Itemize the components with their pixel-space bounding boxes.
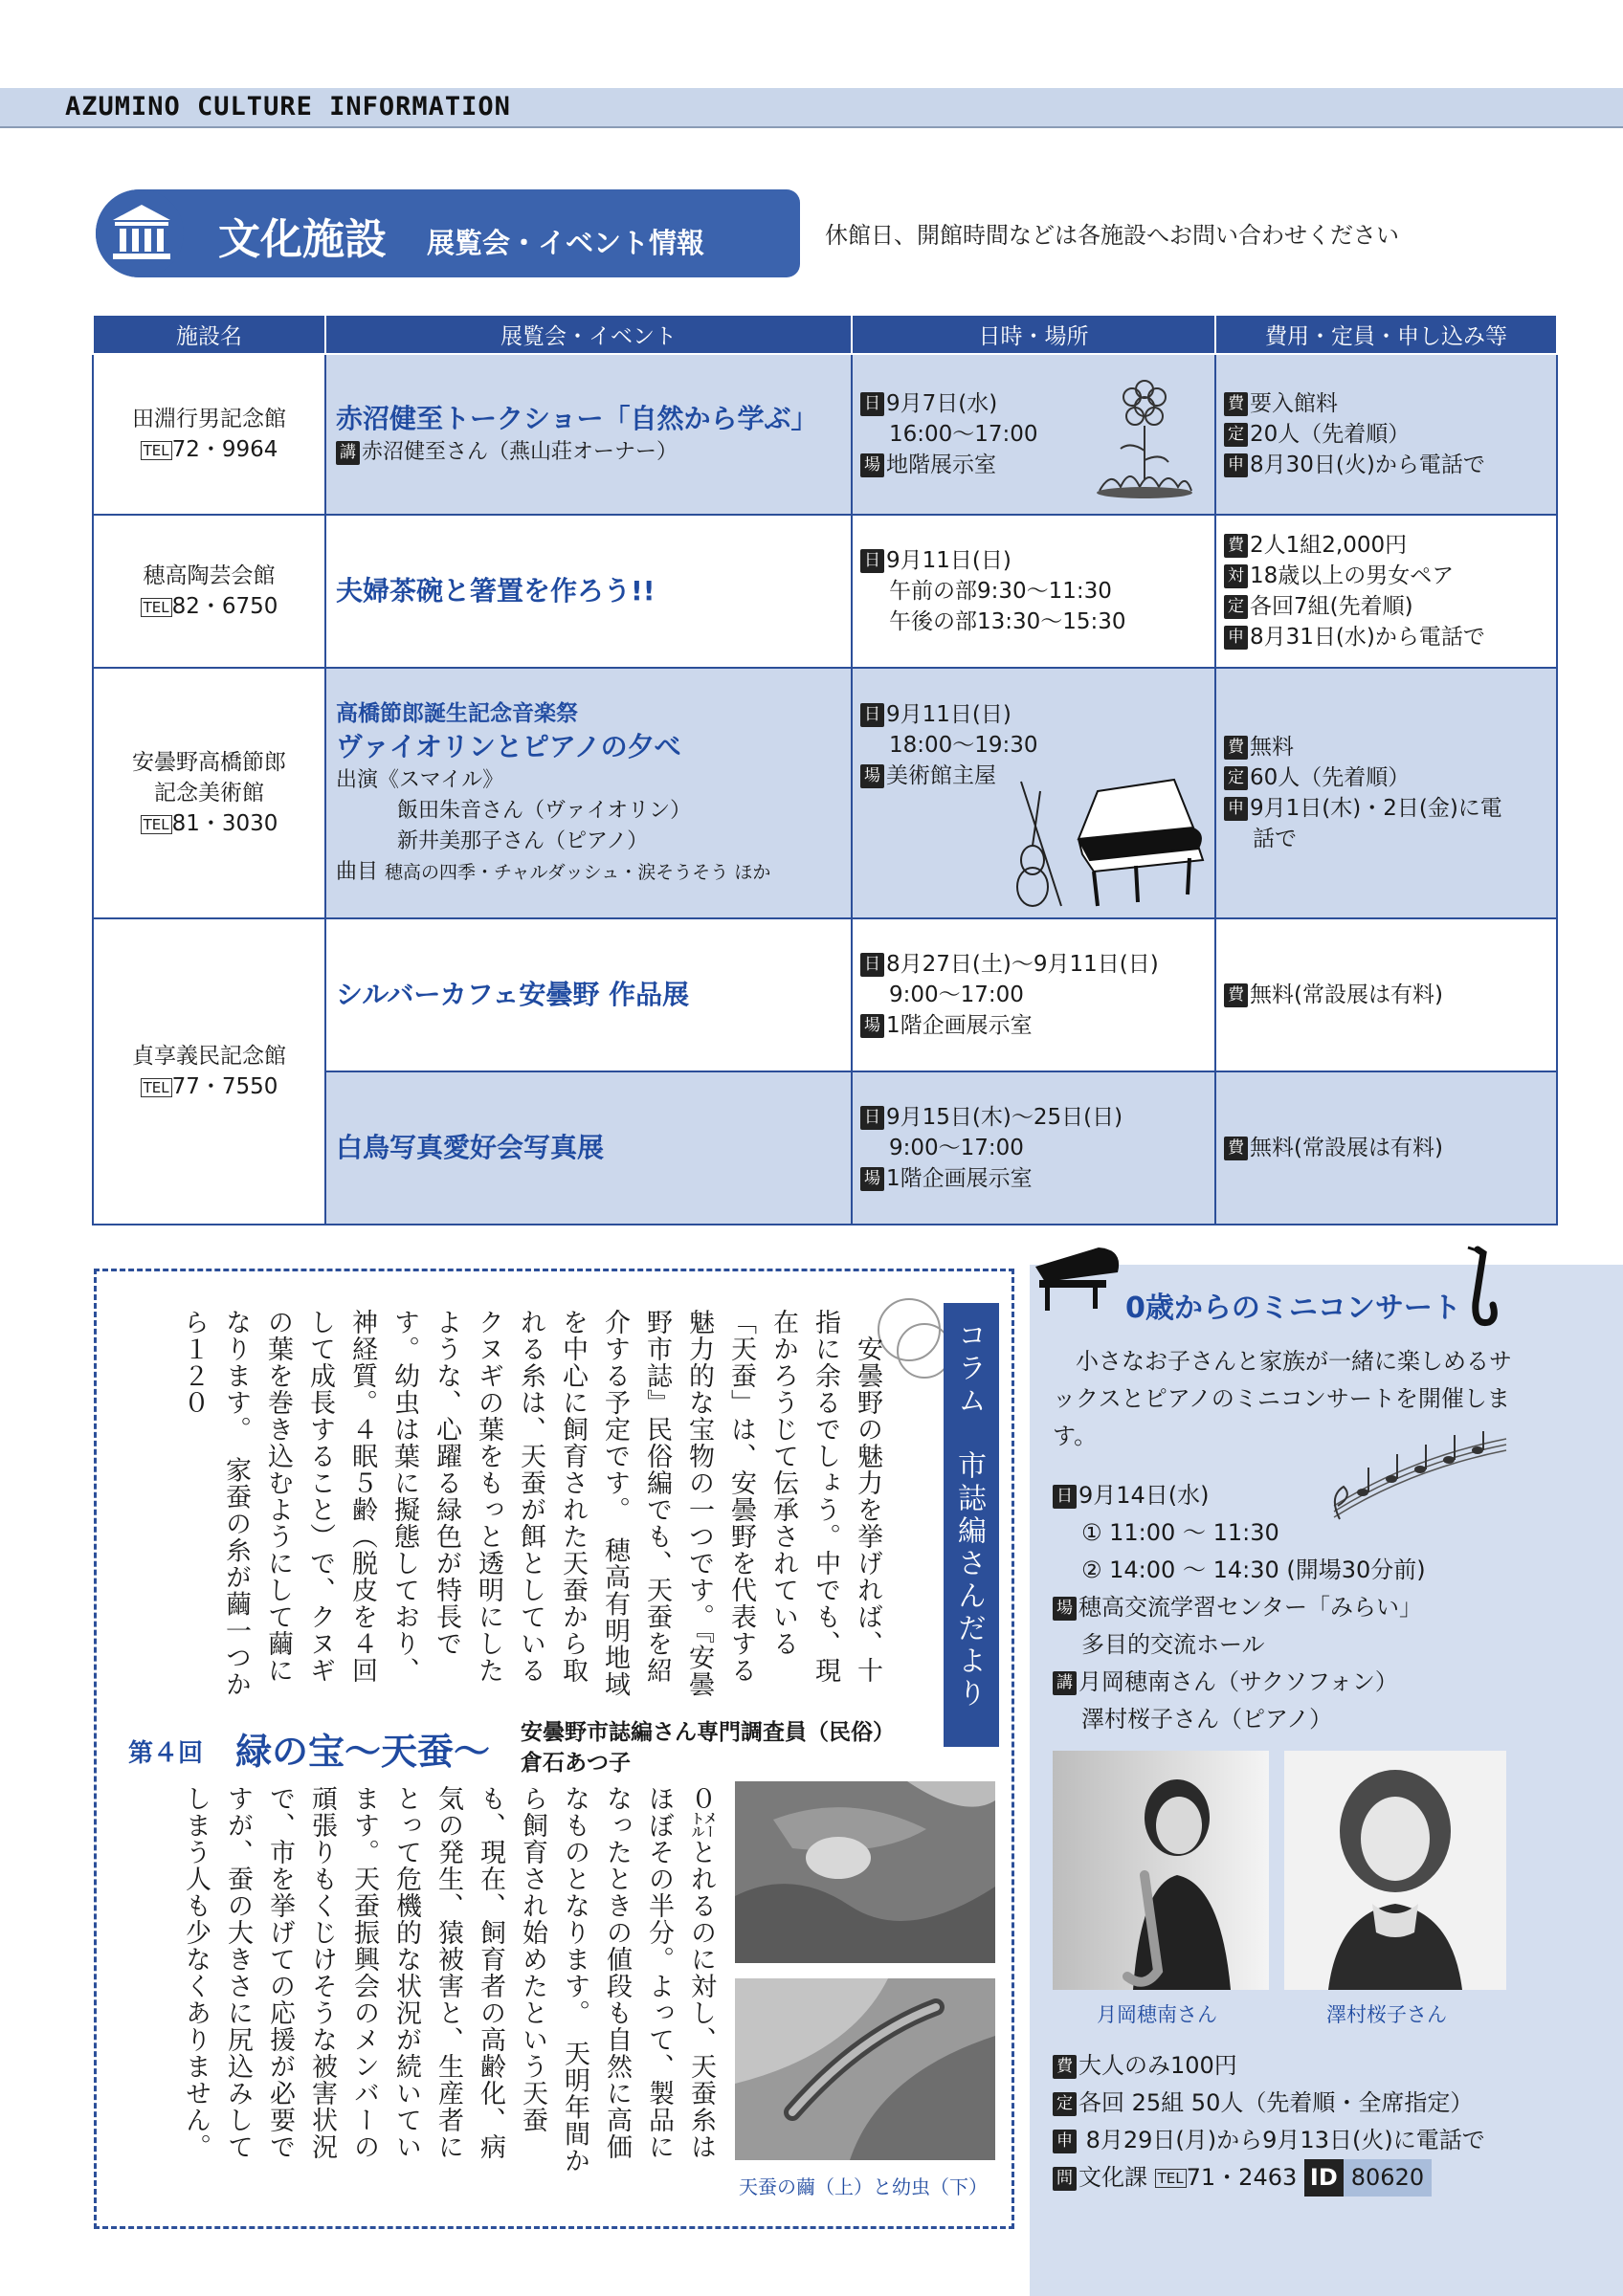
date-marker: 日 [860,392,884,416]
concert-apply: 8月29日(月)から9月13日(火)に電話で [1078,2127,1485,2153]
place-marker: 場 [860,1014,884,1038]
concert-place: 穂高交流学習センター「みらい」 [1078,1594,1423,1621]
event-apply: 9月1日(木)・2日(金)に電 [1250,796,1502,821]
event-time: 9:00～17:00 [889,982,1024,1007]
facility-phone: 81・3030 [171,811,278,836]
concert-place-line2: 多目的交流ホール [1081,1631,1265,1658]
event-date: 9月11日(日) [886,702,1012,727]
event-time: 16:00～17:00 [889,422,1038,447]
performer-photo-saxophone [1053,1751,1269,1990]
date-marker: 日 [1053,1485,1077,1509]
event-fee: 無料 [1250,735,1294,760]
capacity-marker: 定 [1224,766,1248,790]
id-label: ID [1304,2159,1344,2197]
section-note: 休館日、開館時間などは各施設へお問い合わせください [825,222,1399,249]
performers-label: 出演 [336,768,379,792]
lecturer-marker: 講 [336,441,360,465]
songs-label: 曲目 [336,860,379,884]
date-cell [852,1071,1215,1225]
event-place: 美術館主屋 [886,763,996,788]
event-title: ヴァイオリンとピアノの夕べ [336,731,681,762]
event-fee: 無料(常設展は有料) [1250,982,1443,1007]
target-marker: 対 [1224,564,1248,588]
column-episode-number: 第４回 [128,1739,204,1768]
event-capacity: 60人（先着順） [1250,765,1411,790]
place-marker: 場 [1053,1597,1077,1621]
column-lower-text: ０㍍とれるのに対し、天蚕糸はほぼその半分。よって、製品になったときの値段も自然に高価なものとなります。 天明年間から飼育され始めたという天蚕も、現在、飼育者の高齢化、病気の発生、猿被害と、生産者にとって危機的な状況が続いています。天蚕振興会のメンバーの頑張りもくじけそうな被害状況で、市を挙げての応援が必要ですが、蚕の大きさに尻込みしてしまう人も少なくありません。 [181,1785,716,2175]
concert-fees [1053,2047,1485,2197]
event-time: 18:00～19:30 [889,733,1038,758]
column-author-name: 倉石あつ子 [521,1751,631,1776]
event-target: 18歳以上の男女ペア [1250,563,1455,588]
fee-cell [1215,354,1557,515]
fee-marker: 費 [1224,1137,1248,1160]
table-row [93,918,1557,1071]
event-cell [325,668,852,918]
event-lecturer: 赤沼健至さん（燕山荘オーナー） [362,440,678,464]
concert-description: 小さなお子さんと家族が一緒に楽しめるサックスとピアノのミニコンサートを開催します。 [1053,1348,1512,1449]
events-table [92,316,1558,1225]
event-time: 9:00～17:00 [889,1136,1024,1160]
table-row [93,515,1557,668]
event-title: 白鳥写真愛好会写真展 [336,1132,605,1163]
facility-phone: 72・9964 [171,437,278,462]
grand-piano-icon [1032,1238,1125,1313]
inquiry-marker: 問 [1053,2167,1077,2191]
facility-cell [93,668,325,918]
facility-cell [93,918,325,1225]
date-marker: 日 [860,549,884,573]
concert-inquiry: 文化課 [1078,2164,1147,2191]
facility-name: 貞享義民記念館 [132,1044,286,1069]
capacity-marker: 定 [1053,2092,1077,2116]
performer-caption-2: 澤村桜子さん [1326,2003,1447,2026]
date-marker: 日 [860,1106,884,1130]
fee-marker: 費 [1224,983,1248,1007]
event-date: 9月7日(水) [886,391,998,416]
event-cell [325,1071,852,1225]
fee-cell [1215,515,1557,668]
column-author-role: 安曇野市誌編さん専門調査員（民俗） [521,1720,895,1745]
event-title: 赤沼健至トークショー「自然から学ぶ」 [336,403,818,434]
header-facility: 施設名 [93,316,325,354]
event-cell [325,918,852,1071]
event-date: 9月11日(日) [886,548,1012,573]
event-place: 1階企画展示室 [886,1166,1033,1191]
facility-cell [93,354,325,515]
header-event: 展覧会・イベント [325,316,852,354]
photo-caption: 天蚕の繭（上）と幼虫（下） [739,2175,988,2198]
fee-cell [1215,1071,1557,1225]
event-cell [325,515,852,668]
column-upper-text: 安曇野の魅力を挙げれば、十指に余るでしょう。中でも、現在かろうじて伝承されている「天蚕」は、安曇野を代表する魅力的な宝物の一つです。『安曇野市誌』民俗編でも、天蚕を紹介する予定です。 穂高有明地域を中心に飼育された天蚕から取れる糸は、天蚕が餌としているクヌギの葉をもっと透明にしたような、心躍る緑色が特長です。幼虫は葉に擬態しており、神経質。４眠５齢（脱皮を４回して成長すること）で、クヌギの葉を巻き込むようにして繭になります。 家蚕の糸が繭一つから１２０ [179,1309,882,1698]
event-series: 高橋節郎誕生記念音楽祭 [336,701,578,726]
event-title: 夫婦茶碗と箸置を作ろう!! [336,575,656,607]
table-row [93,668,1557,918]
event-fee: 要入館料 [1250,391,1338,416]
capacity-marker: 定 [1224,595,1248,619]
phone-icon: TEL [141,1078,172,1097]
concert-performer-2: 澤村桜子さん（ピアノ） [1081,1706,1333,1733]
fee-marker: 費 [1053,2055,1077,2079]
date-marker: 日 [860,953,884,977]
event-apply: 8月31日(水)から電話で [1250,625,1485,650]
concert-title: 0歳からのミニコンサート [1125,1292,1461,1325]
table-header-row [93,316,1557,354]
date-cell [852,668,1215,918]
apply-marker: 申 [1224,453,1248,477]
event-apply-line2: 話で [1253,827,1297,851]
place-marker: 場 [860,1167,884,1191]
section-subtitle: 展覧会・イベント情報 [427,227,705,259]
lecturer-marker: 講 [1053,1671,1077,1695]
header-fee: 費用・定員・申し込み等 [1215,316,1557,354]
concert-capacity: 各回 25組 50人（先着順・全席指定） [1078,2089,1474,2116]
fee-marker: 費 [1224,534,1248,558]
fee-marker: 費 [1224,736,1248,760]
event-fee: 2人1組2,000円 [1250,533,1408,558]
concert-performer-1: 月岡穂南さん（サクソフォン） [1078,1668,1398,1695]
fee-cell [1215,668,1557,918]
phone-icon: TEL [141,815,172,834]
phone-icon: TEL [141,598,172,617]
performer-piano: 新井美那子さん（ピアノ） [397,829,649,853]
apply-marker: 申 [1224,626,1248,650]
concert-inquiry-phone: 71・2463 [1186,2164,1298,2191]
fee-marker: 費 [1224,392,1248,416]
concert-session-1: ① 11:00 ～ 11:30 [1081,1519,1279,1546]
event-apply: 8月30日(火)から電話で [1250,453,1485,477]
phone-icon: TEL [141,441,172,460]
event-cell [325,354,852,515]
date-marker: 日 [860,703,884,727]
fee-cell [1215,918,1557,1071]
event-date: 9月15日(木)～25日(日) [886,1105,1123,1130]
facility-name: 穂高陶芸会館 [143,563,276,588]
apply-marker: 申 [1224,797,1248,821]
section-title: 文化施設 [218,215,387,264]
performer-violin: 飯田朱音さん（ヴァイオリン） [397,799,692,823]
facility-name-line2: 記念美術館 [154,781,264,806]
apply-marker: 申 [1053,2130,1077,2153]
performer-caption-1: 月岡穂南さん [1097,2003,1217,2026]
phone-icon: TEL [1155,2169,1187,2188]
cocoon-photo [735,1781,995,1963]
concert-info [1053,1477,1426,1738]
performer-photo-piano [1284,1751,1506,1990]
event-place: 地階展示室 [886,453,996,477]
flower-illustration-icon [1092,374,1197,500]
event-place: 1階企画展示室 [886,1013,1033,1038]
facility-phone: 77・7550 [171,1074,278,1099]
songs-list: 穂高の四季・チャルダッシュ・涙そうそう ほか [385,862,771,883]
saxophone-icon [1455,1246,1499,1334]
place-marker: 場 [860,453,884,477]
event-time-morning: 午前の部9:30～11:30 [889,579,1112,604]
event-capacity: 20人（先着順） [1250,422,1411,447]
column-episode-title: 緑の宝～天蚕～ [235,1731,491,1773]
performers-group: 《スマイル》 [378,768,504,792]
larva-photo [735,1978,995,2160]
header-datetime: 日時・場所 [852,316,1215,354]
header-title: AZUMINO CULTURE INFORMATION [65,92,511,121]
id-value: 80620 [1344,2159,1432,2197]
museum-building-icon [111,203,172,262]
event-time-afternoon: 午後の部13:30～15:30 [889,609,1126,634]
facility-name: 安曇野高橋節郎 [132,750,286,775]
place-marker: 場 [860,764,884,788]
event-capacity: 各回7組(先着順) [1250,594,1413,619]
violin-piano-illustration-icon [1002,772,1211,916]
concert-fee: 大人のみ100円 [1078,2052,1237,2079]
event-date: 8月27日(土)～9月11日(日) [886,952,1159,977]
table-row [93,354,1557,515]
facility-phone: 82・6750 [171,594,278,619]
date-cell [852,354,1215,515]
capacity-marker: 定 [1224,423,1248,447]
concert-date: 9月14日(水) [1078,1482,1210,1509]
date-cell [852,515,1215,668]
date-cell [852,918,1215,1071]
column-banner-text: コラム 市誌編さんだより [952,1320,986,1711]
concert-session-2: ② 14:00 ～ 14:30 (開場30分前) [1081,1556,1426,1583]
event-fee: 無料(常設展は有料) [1250,1136,1443,1160]
event-title: シルバーカフェ安曇野 作品展 [336,979,690,1010]
facility-name: 田淵行男記念館 [132,407,286,431]
facility-cell [93,515,325,668]
